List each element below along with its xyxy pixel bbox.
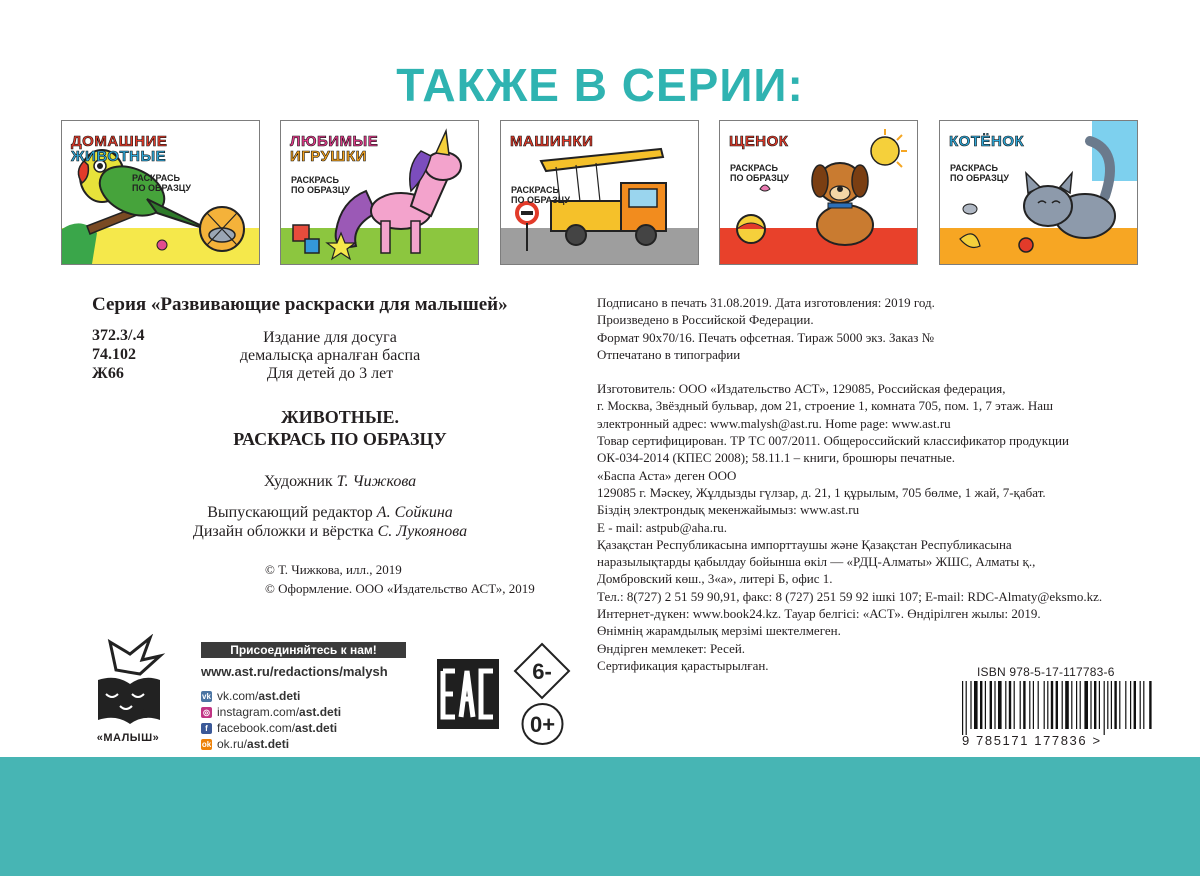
barcode-bar bbox=[1062, 681, 1063, 729]
barcode-bar bbox=[1099, 681, 1100, 729]
cover-subtitle: РАСКРАСЬ ПО ОБРАЗЦУ bbox=[132, 173, 191, 193]
barcode-bar bbox=[1065, 681, 1069, 729]
barcode-bar bbox=[1140, 681, 1141, 729]
instagram-link[interactable]: ◎ instagram.com/ ast.deti bbox=[203, 705, 342, 719]
barcode-bar bbox=[1029, 681, 1030, 729]
barcode-bar bbox=[1009, 681, 1011, 729]
odnoklassniki-link[interactable]: ok ok.ru/ ast.deti bbox=[201, 737, 290, 751]
barcode-bar bbox=[1051, 681, 1053, 729]
barcode-bar bbox=[1107, 681, 1108, 729]
cover-title: КОТЁНОК bbox=[949, 133, 1025, 150]
social-links bbox=[201, 688, 341, 752]
barcode-bar bbox=[1014, 681, 1015, 729]
barcode-bar bbox=[998, 681, 1002, 729]
isbn: ISBN 978-5-17-117783-6 bbox=[977, 665, 1115, 679]
svg-text:0+: 0+ bbox=[529, 712, 556, 737]
barcode-bar bbox=[994, 681, 995, 729]
barcode-bar bbox=[970, 681, 971, 729]
edition-purpose: Издание для досуга демалысқа арналған баспа Для детей до 3 лет bbox=[239, 329, 421, 382]
eac-certification-mark bbox=[437, 659, 499, 729]
cover-title: МАШИНКИ bbox=[510, 133, 594, 150]
cover-subtitle: РАСКРАСЬ ПО ОБРАЗЦУ bbox=[950, 163, 1009, 183]
facebook-link[interactable]: f facebook.com/ ast.deti bbox=[201, 720, 341, 736]
barcode-bar bbox=[1130, 681, 1131, 729]
barcode-bar bbox=[1047, 681, 1048, 729]
facebook-icon: f bbox=[201, 723, 212, 734]
barcode-bar bbox=[1149, 681, 1151, 729]
barcode-bar bbox=[1044, 681, 1045, 729]
eac-icon bbox=[437, 659, 499, 729]
cover-title: ЩЕНОК bbox=[729, 133, 789, 150]
barcode-number: 9 785171 177836 > bbox=[962, 733, 1102, 748]
barcode-bar bbox=[1104, 681, 1105, 735]
malysh-logo bbox=[90, 634, 166, 746]
author-mark: Ж66 bbox=[92, 365, 124, 382]
artist-credit: Художник Т. Чижкова bbox=[263, 473, 417, 490]
barcode-bar bbox=[1005, 681, 1006, 729]
barcode-bar bbox=[962, 681, 963, 735]
odnoklassniki-icon: ok bbox=[201, 739, 212, 749]
barcode-bar bbox=[1143, 681, 1144, 729]
barcode-bar bbox=[1090, 681, 1091, 729]
cover-subtitle: РАСКРАСЬ ПО ОБРАЗЦУ bbox=[730, 163, 789, 183]
udc-code: 372.3/.4 bbox=[92, 327, 145, 344]
barcode-bar bbox=[1084, 681, 1088, 729]
cover-cars bbox=[500, 120, 699, 265]
barcode-bar bbox=[1125, 681, 1126, 729]
barcode-bar bbox=[985, 681, 986, 729]
age-rating-6 bbox=[513, 642, 571, 700]
barcode-bar bbox=[1056, 681, 1058, 729]
barcode bbox=[958, 681, 1156, 735]
barcode-bar bbox=[1023, 681, 1025, 729]
svg-text:6-: 6- bbox=[532, 659, 552, 684]
join-us-banner: Присоединяйтесь к нам! bbox=[201, 642, 406, 658]
barcode-bar bbox=[1119, 681, 1120, 729]
barcode-bar bbox=[1020, 681, 1021, 729]
barcode-bar bbox=[1033, 681, 1034, 729]
editor-credits: Выпускающий редактор А. Сойкина Дизайн обложки и вёрстка С. Лукоянова bbox=[192, 504, 468, 540]
cover-title: ДОМАШНИЕ ЖИВОТНЫЕ bbox=[71, 133, 168, 165]
cover-favorite-toys bbox=[280, 120, 479, 265]
vk-icon: vk bbox=[202, 691, 211, 701]
series-heading: ТАКЖЕ В СЕРИИ: bbox=[396, 59, 804, 111]
barcode-bar bbox=[980, 681, 982, 729]
publication-details: Подписано в печать 31.08.2019. Дата изготовления: 2019 год. Произведено в Российской Федерации. Формат 90x70/16. Печать офсетная. Тираж 5000 экз. Заказ № Отпечатано в типографии Изготовитель: ООО «Издательство АСТ», 129085, Российская федерация, г. Москва, Звёздный бульвар, дом 21, строение 1, комната 705, пом. 1, 7 этаж. Наш электронный адрес: www.malysh@ast.ru. Home page: www.ast.ru Товар сертифицирован. ТР ТС 007/2011. Общероссийский классификатор продукции ОК-034-2014 (КПЕС 2008); 58.11.1 – книги, брошюры печатные. «Баспа Аста» деген ООО 129085 г. Мәскеу, Жұлдызды гүлзар, д. 21, 1 құрылым, 705 бөлме, 1 жай, 7-қабат. Біздің электрондық мекенжайымыз: www.ast.ru E - mail: astpub@aha.ru. Қазақстан Республикасына импорттаушы және Қазақстан Республикасына наразылықтарды қабылдау бойынша өкіл — «РДЦ-Алматы» ЖШС, Алматы қ., Домбровский көш., 3«а», литері Б, офис 1. Тел.: 8(727) 2 51 59 90,91, факс: 8 (727) 251 59 92 ішкі 107; E-mail: RDC-Almaty@eksmo.kz. Интернет-дүкен: www.book24.kz. Тауар белгісі: «АСТ». Өндірілген жылы: 2019. Өнімнің жарамдылық мерзімі шектелмеген. Өндірген мемлекет: Ресей. Сертификация қарастырылған. bbox=[597, 295, 1103, 673]
barcode-bar bbox=[974, 681, 978, 729]
svg-text:0+: 0+ bbox=[142, 706, 157, 721]
barcode-bar bbox=[1071, 681, 1072, 729]
cover-subtitle: РАСКРАСЬ ПО ОБРАЗЦУ bbox=[511, 185, 570, 205]
barcode-bar bbox=[1038, 681, 1039, 729]
series-name: Серия «Развивающие раскраски для малышей» bbox=[92, 294, 508, 315]
copyright: © Т. Чижкова, илл., 2019 © Оформление. ООО «Издательство АСТ», 2019 bbox=[265, 562, 535, 596]
instagram-icon: ◎ bbox=[201, 707, 212, 718]
barcode-bar bbox=[1114, 681, 1116, 729]
barcode-bar bbox=[1111, 681, 1112, 729]
age-rating-0 bbox=[515, 702, 570, 746]
barcode-bar bbox=[1076, 681, 1077, 729]
publisher-name: «МАЛЫШ» bbox=[96, 732, 160, 744]
barcode-bar bbox=[1094, 681, 1096, 729]
footer-band bbox=[0, 757, 1200, 876]
vk-link[interactable]: vk vk.com/ ast.deti bbox=[202, 689, 301, 703]
cover-title: ЛЮБИМЫЕ ИГРУШКИ bbox=[290, 133, 379, 165]
cover-subtitle: РАСКРАСЬ ПО ОБРАЗЦУ bbox=[291, 175, 350, 195]
cover-home-animals bbox=[61, 120, 260, 265]
cover-puppy bbox=[719, 120, 918, 265]
book-character-icon bbox=[90, 634, 166, 746]
series-covers bbox=[61, 120, 1141, 265]
publisher-website-link[interactable]: www.ast.ru/redactions/malysh bbox=[201, 664, 388, 679]
book-title: ЖИВОТНЫЕ. РАСКРАСЬ ПО ОБРАЗЦУ bbox=[233, 407, 447, 449]
barcode-bar bbox=[966, 681, 967, 735]
barcode-bar bbox=[990, 681, 992, 729]
bbk-code: 74.102 bbox=[92, 346, 136, 363]
classification-codes bbox=[92, 326, 144, 383]
barcode-bar bbox=[1134, 681, 1136, 729]
barcode-bar bbox=[1080, 681, 1081, 729]
cover-kitten bbox=[939, 120, 1138, 265]
